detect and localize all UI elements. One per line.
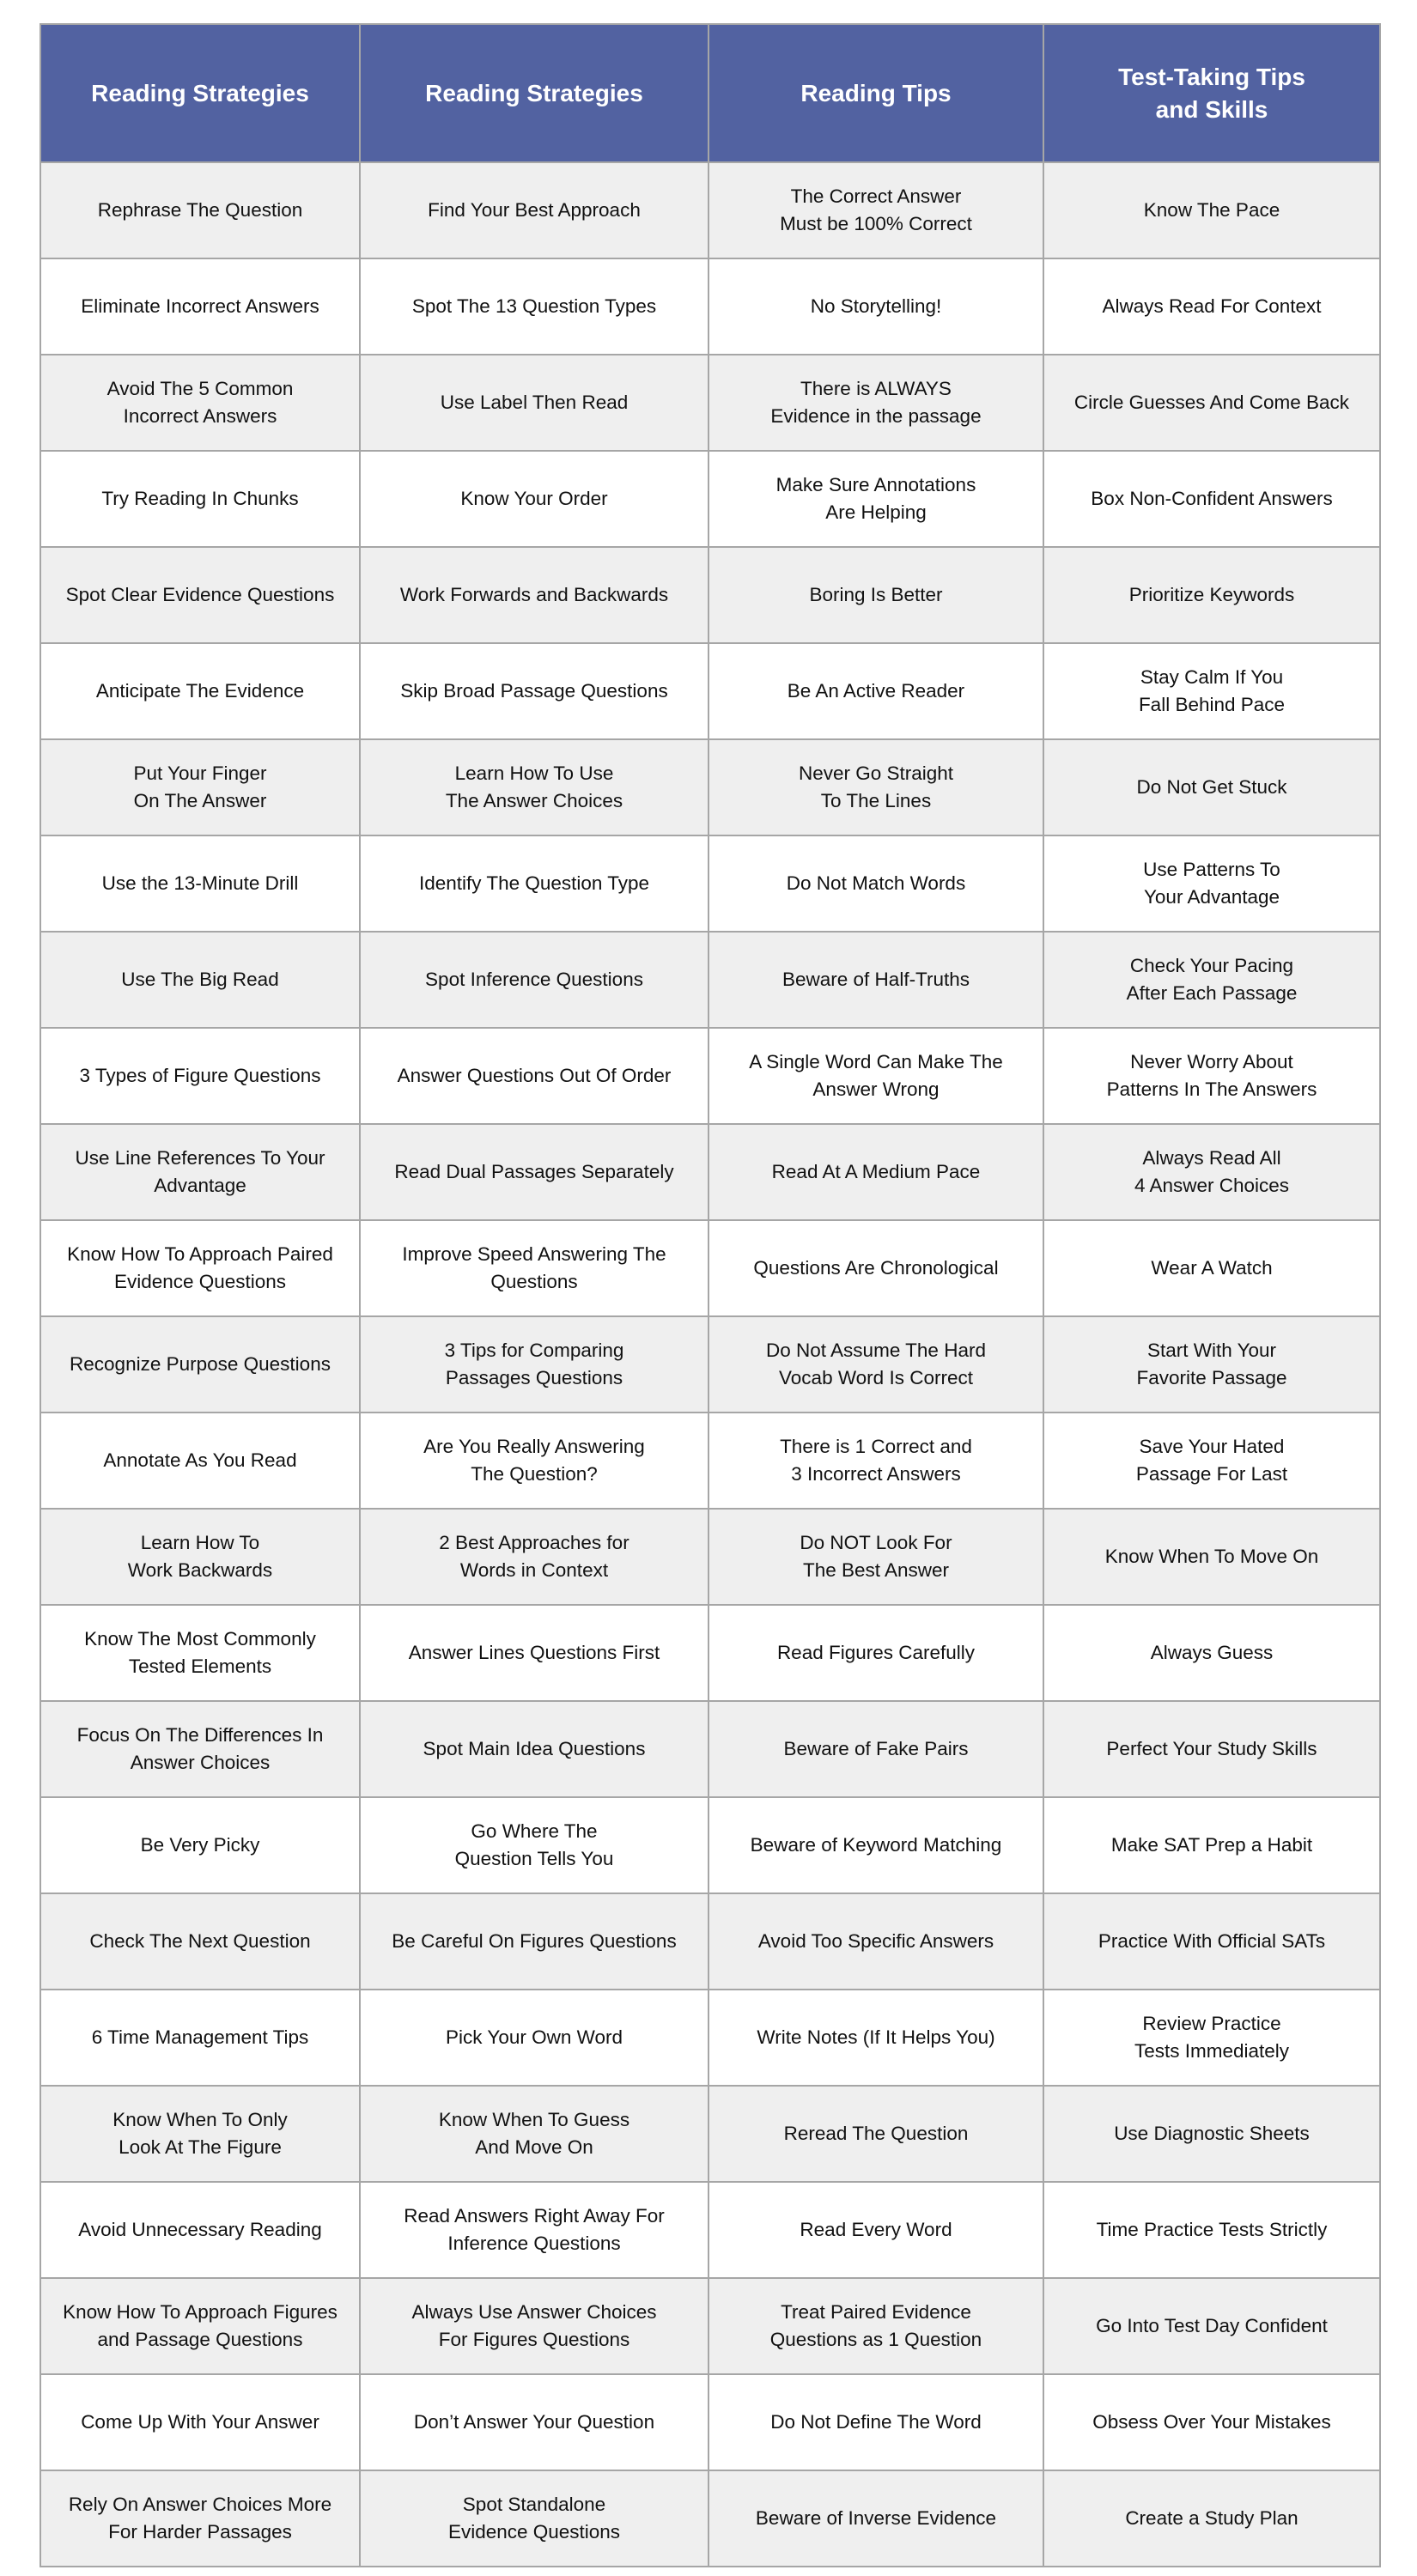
cell-reading-strategies-1: Know When To Only Look At The Figure [40, 2086, 360, 2182]
cell-reading-tips: Be An Active Reader [708, 643, 1043, 739]
table-row [40, 2374, 1380, 2470]
cell-reading-strategies-2: 3 Tips for Comparing Passages Questions [360, 1316, 708, 1413]
table-row [40, 1605, 1380, 1701]
cell-reading-strategies-1: Put Your Finger On The Answer [40, 739, 360, 835]
strategies-table [40, 23, 1381, 2567]
cell-reading-strategies-1: Come Up With Your Answer [40, 2374, 360, 2470]
cell-reading-strategies-2: Learn How To Use The Answer Choices [360, 739, 708, 835]
cell-reading-strategies-1: Try Reading In Chunks [40, 451, 360, 547]
cell-reading-strategies-2: Work Forwards and Backwards [360, 547, 708, 643]
cell-reading-tips: Do Not Define The Word [708, 2374, 1043, 2470]
cell-reading-strategies-1: Annotate As You Read [40, 1413, 360, 1509]
cell-test-taking-tips: Go Into Test Day Confident [1043, 2278, 1380, 2374]
cell-test-taking-tips: Create a Study Plan [1043, 2470, 1380, 2567]
header-row [40, 24, 1380, 162]
cell-reading-strategies-2: Pick Your Own Word [360, 1990, 708, 2086]
cell-reading-tips: Reread The Question [708, 2086, 1043, 2182]
cell-reading-strategies-2: Find Your Best Approach [360, 162, 708, 258]
table-header [40, 24, 1380, 162]
cell-test-taking-tips: Wear A Watch [1043, 1220, 1380, 1316]
table-row [40, 1124, 1380, 1220]
cell-reading-strategies-2: Go Where The Question Tells You [360, 1797, 708, 1893]
cell-test-taking-tips: Make SAT Prep a Habit [1043, 1797, 1380, 1893]
table-row [40, 451, 1380, 547]
cell-reading-tips: Beware of Inverse Evidence [708, 2470, 1043, 2567]
cell-reading-tips: There is 1 Correct and 3 Incorrect Answers [708, 1413, 1043, 1509]
table-row [40, 547, 1380, 643]
cell-test-taking-tips: Prioritize Keywords [1043, 547, 1380, 643]
cell-reading-strategies-1: Be Very Picky [40, 1797, 360, 1893]
cell-reading-strategies-2: Answer Questions Out Of Order [360, 1028, 708, 1124]
table-row [40, 1701, 1380, 1797]
cell-reading-tips: Do Not Assume The Hard Vocab Word Is Correct [708, 1316, 1043, 1413]
cell-reading-tips: A Single Word Can Make The Answer Wrong [708, 1028, 1043, 1124]
cell-reading-strategies-1: Spot Clear Evidence Questions [40, 547, 360, 643]
cell-test-taking-tips: Time Practice Tests Strictly [1043, 2182, 1380, 2278]
cell-reading-strategies-1: Know How To Approach Figures and Passage Questions [40, 2278, 360, 2374]
cell-test-taking-tips: Use Diagnostic Sheets [1043, 2086, 1380, 2182]
table-row [40, 643, 1380, 739]
table-row [40, 932, 1380, 1028]
table-row [40, 162, 1380, 258]
cell-reading-strategies-2: Spot Standalone Evidence Questions [360, 2470, 708, 2567]
header-reading-tips: Reading Tips [708, 24, 1043, 162]
cell-reading-strategies-2: Skip Broad Passage Questions [360, 643, 708, 739]
cell-reading-strategies-1: Use Line References To Your Advantage [40, 1124, 360, 1220]
cell-reading-strategies-1: Learn How To Work Backwards [40, 1509, 360, 1605]
cell-test-taking-tips: Start With Your Favorite Passage [1043, 1316, 1380, 1413]
cell-reading-tips: Beware of Half-Truths [708, 932, 1043, 1028]
cell-test-taking-tips: Box Non-Confident Answers [1043, 451, 1380, 547]
table-row [40, 1316, 1380, 1413]
cell-reading-strategies-2: Use Label Then Read [360, 355, 708, 451]
cell-reading-strategies-2: Spot Inference Questions [360, 932, 708, 1028]
cell-reading-tips: Do Not Match Words [708, 835, 1043, 932]
cell-reading-tips: Write Notes (If It Helps You) [708, 1990, 1043, 2086]
cell-reading-tips: The Correct Answer Must be 100% Correct [708, 162, 1043, 258]
cell-reading-strategies-1: Recognize Purpose Questions [40, 1316, 360, 1413]
cell-reading-strategies-1: Rely On Answer Choices More For Harder Passages [40, 2470, 360, 2567]
cell-test-taking-tips: Circle Guesses And Come Back [1043, 355, 1380, 451]
cell-reading-strategies-2: Read Answers Right Away For Inference Questions [360, 2182, 708, 2278]
cell-reading-strategies-2: Are You Really Answering The Question? [360, 1413, 708, 1509]
cell-reading-strategies-1: Focus On The Differences In Answer Choices [40, 1701, 360, 1797]
cell-test-taking-tips: Stay Calm If You Fall Behind Pace [1043, 643, 1380, 739]
cell-reading-strategies-1: Use the 13-Minute Drill [40, 835, 360, 932]
header-reading-strategies-1: Reading Strategies [40, 24, 360, 162]
cell-reading-tips: Never Go Straight To The Lines [708, 739, 1043, 835]
cell-reading-tips: Beware of Fake Pairs [708, 1701, 1043, 1797]
cell-test-taking-tips: Never Worry About Patterns In The Answers [1043, 1028, 1380, 1124]
table-row [40, 1413, 1380, 1509]
cell-reading-tips: Boring Is Better [708, 547, 1043, 643]
cell-test-taking-tips: Practice With Official SATs [1043, 1893, 1380, 1990]
cell-test-taking-tips: Always Read All 4 Answer Choices [1043, 1124, 1380, 1220]
cell-test-taking-tips: Know The Pace [1043, 162, 1380, 258]
cell-reading-strategies-2: 2 Best Approaches for Words in Context [360, 1509, 708, 1605]
table-row [40, 1893, 1380, 1990]
table-row [40, 258, 1380, 355]
cell-reading-strategies-1: Know How To Approach Paired Evidence Questions [40, 1220, 360, 1316]
cell-test-taking-tips: Check Your Pacing After Each Passage [1043, 932, 1380, 1028]
cell-reading-tips: Read At A Medium Pace [708, 1124, 1043, 1220]
cell-reading-strategies-1: 3 Types of Figure Questions [40, 1028, 360, 1124]
cell-reading-strategies-1: Anticipate The Evidence [40, 643, 360, 739]
cell-reading-strategies-1: Use The Big Read [40, 932, 360, 1028]
cell-reading-strategies-1: Avoid The 5 Common Incorrect Answers [40, 355, 360, 451]
cell-reading-strategies-2: Be Careful On Figures Questions [360, 1893, 708, 1990]
table-row [40, 1990, 1380, 2086]
cell-reading-tips: There is ALWAYS Evidence in the passage [708, 355, 1043, 451]
cell-reading-tips: Treat Paired Evidence Questions as 1 Question [708, 2278, 1043, 2374]
cell-reading-strategies-1: Check The Next Question [40, 1893, 360, 1990]
cell-reading-strategies-2: Answer Lines Questions First [360, 1605, 708, 1701]
cell-test-taking-tips: Save Your Hated Passage For Last [1043, 1413, 1380, 1509]
cell-reading-strategies-2: Don’t Answer Your Question [360, 2374, 708, 2470]
cell-reading-strategies-1: 6 Time Management Tips [40, 1990, 360, 2086]
header-test-taking-tips: Test-Taking Tips and Skills [1043, 24, 1380, 162]
table-row [40, 739, 1380, 835]
table-row [40, 355, 1380, 451]
cell-reading-strategies-1: Avoid Unnecessary Reading [40, 2182, 360, 2278]
cell-reading-strategies-2: Improve Speed Answering The Questions [360, 1220, 708, 1316]
cell-test-taking-tips: Obsess Over Your Mistakes [1043, 2374, 1380, 2470]
cell-test-taking-tips: Always Read For Context [1043, 258, 1380, 355]
table-row [40, 2278, 1380, 2374]
cell-test-taking-tips: Always Guess [1043, 1605, 1380, 1701]
table-row [40, 2182, 1380, 2278]
cell-reading-strategies-2: Know When To Guess And Move On [360, 2086, 708, 2182]
cell-reading-tips: Avoid Too Specific Answers [708, 1893, 1043, 1990]
cell-reading-strategies-2: Identify The Question Type [360, 835, 708, 932]
cell-reading-strategies-1: Rephrase The Question [40, 162, 360, 258]
table-row [40, 835, 1380, 932]
table-row [40, 1220, 1380, 1316]
table-row [40, 1797, 1380, 1893]
cell-test-taking-tips: Review Practice Tests Immediately [1043, 1990, 1380, 2086]
cell-reading-tips: Read Figures Carefully [708, 1605, 1043, 1701]
cell-test-taking-tips: Know When To Move On [1043, 1509, 1380, 1605]
cell-reading-tips: Read Every Word [708, 2182, 1043, 2278]
table-row [40, 2086, 1380, 2182]
cell-test-taking-tips: Use Patterns To Your Advantage [1043, 835, 1380, 932]
cell-test-taking-tips: Do Not Get Stuck [1043, 739, 1380, 835]
table-row [40, 1028, 1380, 1124]
cell-reading-strategies-2: Spot The 13 Question Types [360, 258, 708, 355]
cell-reading-strategies-1: Eliminate Incorrect Answers [40, 258, 360, 355]
cell-reading-strategies-2: Spot Main Idea Questions [360, 1701, 708, 1797]
cell-reading-tips: Do NOT Look For The Best Answer [708, 1509, 1043, 1605]
cell-reading-tips: Beware of Keyword Matching [708, 1797, 1043, 1893]
header-reading-strategies-2: Reading Strategies [360, 24, 708, 162]
cell-reading-tips: Make Sure Annotations Are Helping [708, 451, 1043, 547]
table-body [40, 162, 1380, 2567]
table-row [40, 2470, 1380, 2567]
cell-reading-strategies-2: Know Your Order [360, 451, 708, 547]
cell-reading-strategies-2: Read Dual Passages Separately [360, 1124, 708, 1220]
cell-reading-tips: No Storytelling! [708, 258, 1043, 355]
cell-reading-strategies-1: Know The Most Commonly Tested Elements [40, 1605, 360, 1701]
cell-reading-strategies-2: Always Use Answer Choices For Figures Questions [360, 2278, 708, 2374]
cell-reading-tips: Questions Are Chronological [708, 1220, 1043, 1316]
table-row [40, 1509, 1380, 1605]
cell-test-taking-tips: Perfect Your Study Skills [1043, 1701, 1380, 1797]
